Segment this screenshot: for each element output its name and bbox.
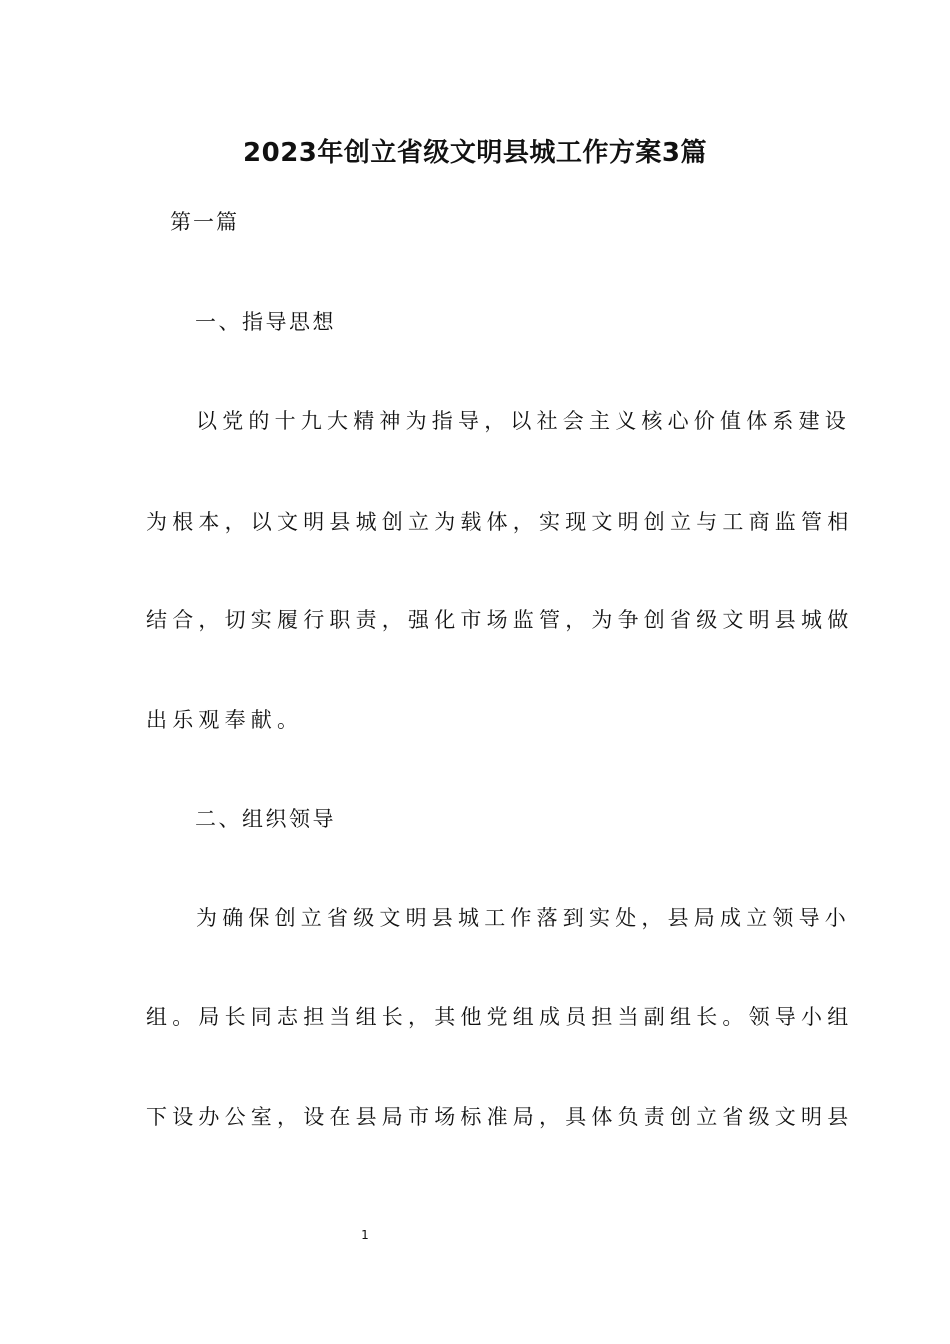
- heading-organization-leadership: 二、组织领导: [195, 807, 336, 831]
- heading-guiding-ideology: 一、指导思想: [195, 310, 336, 334]
- paragraph-2-line: 组。局长同志担当组长，其他党组成员担当副组长。领导小组: [146, 1005, 854, 1029]
- paragraph-2-line: 下设办公室，设在县局市场标准局，具体负责创立省级文明县: [146, 1105, 854, 1129]
- paragraph-1-line: 出乐观奉献。: [146, 708, 304, 732]
- document-title: 2023年创立省级文明县城工作方案3篇: [243, 138, 707, 168]
- paragraph-1-line: 为根本，以文明县城创立为载体，实现文明创立与工商监管相: [146, 510, 854, 534]
- paragraph-2-line: 为确保创立省级文明县城工作落到实处，县局成立领导小: [196, 906, 851, 930]
- paragraph-1-line: 结合，切实履行职责，强化市场监管，为争创省级文明县城做: [146, 608, 854, 632]
- paragraph-1-line: 以党的十九大精神为指导，以社会主义核心价值体系建设: [196, 409, 851, 433]
- section-label: 第一篇: [170, 210, 239, 234]
- page-number: 1: [361, 1228, 369, 1242]
